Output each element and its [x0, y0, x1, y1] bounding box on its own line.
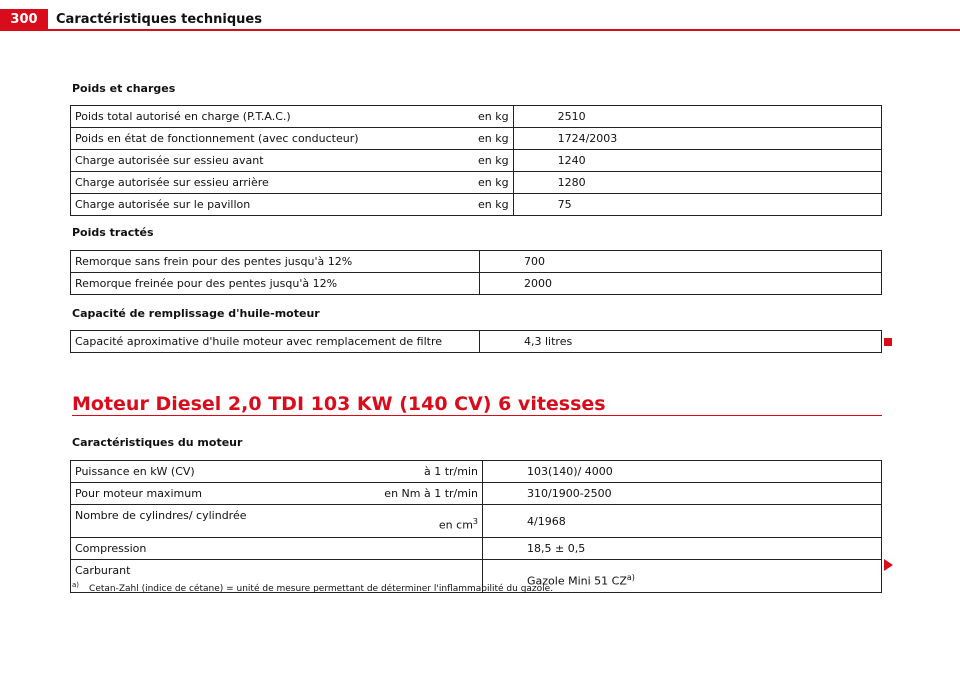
row-label: Poids total autorisé en charge (P.T.A.C.)	[71, 106, 475, 128]
row-label: Compression	[71, 538, 380, 560]
header-title: Caractéristiques techniques	[56, 12, 262, 27]
table-row	[71, 461, 882, 483]
row-label: Capacité aproximative d'huile moteur avec remplacement de filtre	[71, 331, 480, 353]
continue-arrow-icon	[884, 559, 893, 571]
towing-table	[70, 250, 882, 295]
unit-superscript: 3	[472, 517, 478, 527]
row-label: Charge autorisée sur essieu arrière	[71, 172, 475, 194]
row-label: Remorque sans frein pour des pentes jusqu'à 12%	[71, 251, 480, 273]
row-unit: en kg	[474, 128, 513, 150]
row-value: 2510	[513, 106, 881, 128]
row-unit: à 1 tr/min	[379, 461, 483, 483]
row-label: Carburant	[71, 560, 380, 593]
row-label: Puissance en kW (CV)	[71, 461, 380, 483]
row-value: 700	[480, 251, 882, 273]
table-row	[71, 194, 882, 216]
unit-text: en cm	[438, 519, 473, 532]
row-value: 310/1900-2500	[483, 483, 882, 505]
table-row	[71, 331, 882, 353]
row-label: Poids en état de fonctionnement (avec conducteur)	[71, 128, 475, 150]
row-unit: en Nm à 1 tr/min	[379, 483, 483, 505]
row-value: 2000	[480, 273, 882, 295]
row-unit: en kg	[474, 150, 513, 172]
section-title-poids-tractes: Poids tractés	[72, 226, 154, 239]
table-row	[71, 150, 882, 172]
row-value: 18,5 ± 0,5	[483, 538, 882, 560]
row-value: 1724/2003	[513, 128, 881, 150]
row-value: 103(140)/ 4000	[483, 461, 882, 483]
table-row	[71, 505, 882, 538]
value-superscript: a)	[626, 573, 635, 583]
row-unit	[379, 505, 483, 538]
table-row	[71, 273, 882, 295]
section-title-poids-charges: Poids et charges	[72, 82, 176, 95]
table-row	[71, 251, 882, 273]
value-text: Gazole Mini 51 CZ	[527, 575, 627, 588]
table-row	[71, 172, 882, 194]
row-unit: en kg	[474, 172, 513, 194]
row-value: 1280	[513, 172, 881, 194]
row-unit: en kg	[474, 106, 513, 128]
table-row	[71, 106, 882, 128]
weights-table	[70, 105, 882, 216]
row-value: 75	[513, 194, 881, 216]
row-label: Charge autorisée sur le pavillon	[71, 194, 475, 216]
row-value: 4/1968	[483, 505, 882, 538]
row-value: 4,3 litres	[480, 331, 882, 353]
table-row	[71, 483, 882, 505]
row-label: Nombre de cylindres/ cylindrée	[71, 505, 380, 538]
row-value: 1240	[513, 150, 881, 172]
heading-rule	[72, 415, 882, 416]
row-unit: en kg	[474, 194, 513, 216]
row-label: Charge autorisée sur essieu avant	[71, 150, 475, 172]
page-number: 300	[0, 9, 48, 30]
table-row	[71, 128, 882, 150]
row-unit	[379, 538, 483, 560]
header-rule	[0, 29, 960, 31]
table-row	[71, 538, 882, 560]
row-label: Pour moteur maximum	[71, 483, 380, 505]
engine-table	[70, 460, 882, 593]
footnote-text: Cetan-Zahl (indice de cétane) = unité de mesure permettant de déterminer l'inflammabilité du gazole.	[89, 584, 554, 594]
engine-heading: Moteur Diesel 2,0 TDI 103 KW (140 CV) 6 vitesses	[72, 393, 606, 415]
oil-table	[70, 330, 882, 353]
footnote-marker: a)	[72, 581, 80, 589]
section-title-huile: Capacité de remplissage d'huile-moteur	[72, 307, 320, 320]
page-header	[0, 0, 960, 30]
footnote	[72, 581, 553, 594]
row-label: Remorque freinée pour des pentes jusqu'à 12%	[71, 273, 480, 295]
section-title-moteur: Caractéristiques du moteur	[72, 436, 243, 449]
section-end-icon	[884, 338, 892, 346]
